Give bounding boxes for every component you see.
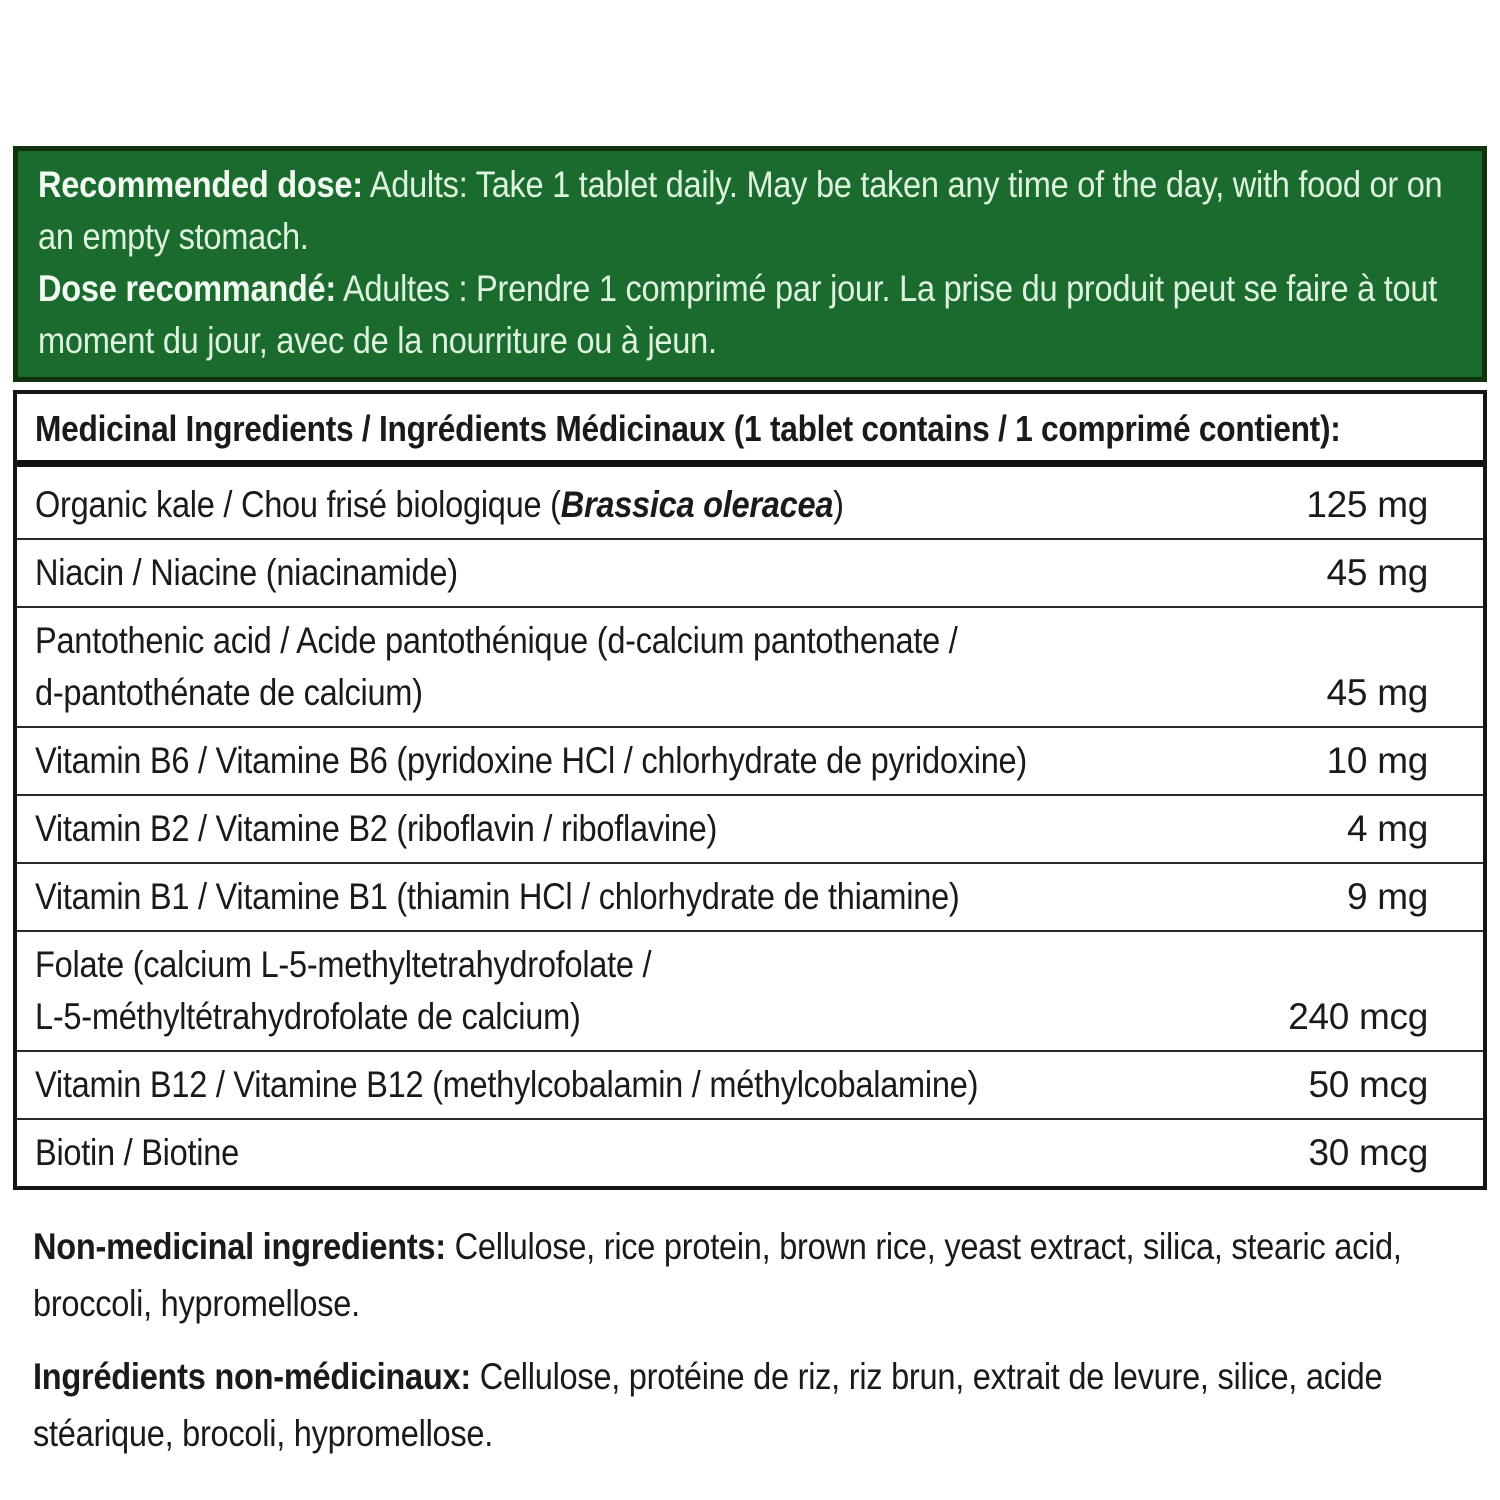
ingredient-amount: 125 mg xyxy=(1306,484,1428,525)
ingredient-amount: 9 mg xyxy=(1346,876,1428,917)
ingredient-amount: 45 mg xyxy=(1326,672,1428,713)
dose-fr-label: Dose recommandé: xyxy=(38,268,336,309)
ingredients-rows xyxy=(17,467,1483,1186)
ingredient-row xyxy=(17,1050,1483,1118)
ingredient-amount: 240 mcg xyxy=(1288,996,1428,1037)
ingredient-name: Vitamin B1 / Vitamine B1 (thiamin HCl / chlorhydrate de thiamine) xyxy=(35,876,960,917)
ingredient-row xyxy=(17,467,1483,538)
ingredient-amount: 45 mg xyxy=(1326,552,1428,593)
ingredient-name: Folate (calcium L-5-methyltetrahydrofolate / L-5-méthyltétrahydrofolate de calcium) xyxy=(35,944,652,1037)
non-medicinal-fr-paragraph xyxy=(33,1348,1480,1462)
ingredient-name: Vitamin B12 / Vitamine B12 (methylcobalamin / méthylcobalamine) xyxy=(35,1064,979,1105)
dose-box xyxy=(13,146,1487,382)
ingredient-row xyxy=(17,1118,1483,1186)
non-medicinal-fr-text: Cellulose, protéine de riz, riz brun, extrait de levure, silice, acide stéarique, brocoli, hypromellose. xyxy=(33,1356,1383,1454)
ingredient-row xyxy=(17,794,1483,862)
non-medicinal-en-text: Cellulose, rice protein, brown rice, yeast extract, silica, stearic acid, broccoli, hypromellose. xyxy=(33,1226,1402,1324)
ingredient-name: Biotin / Biotine xyxy=(35,1132,239,1173)
latin-name: Brassica oleracea xyxy=(560,484,834,525)
medicinal-ingredients-header-text: Medicinal Ingredients / Ingrédients Médicinaux (1 tablet contains / 1 comprimé contient): xyxy=(35,408,1341,449)
ingredient-row xyxy=(17,726,1483,794)
dose-en-text: Adults: Take 1 tablet daily. May be taken any time of the day, with food or on an empty stomach. xyxy=(38,164,1443,257)
ingredient-name: Niacin / Niacine (niacinamide) xyxy=(35,552,458,593)
ingredient-name: Pantothenic acid / Acide pantothénique (d-calcium pantothenate / d-pantothénate de calcium) xyxy=(35,620,958,713)
medicinal-ingredients-header xyxy=(17,394,1483,460)
ingredient-amount: 4 mg xyxy=(1346,808,1428,849)
ingredient-row xyxy=(17,606,1483,726)
ingredient-name: Organic kale / Chou frisé biologique (Brassica oleracea) xyxy=(35,484,844,525)
ingredient-row xyxy=(17,930,1483,1050)
non-medicinal-fr-label: Ingrédients non-médicinaux: xyxy=(33,1356,471,1397)
ingredient-row xyxy=(17,538,1483,606)
dose-fr-text: Adultes : Prendre 1 comprimé par jour. La prise du produit peut se faire à tout moment du jour, avec de la nourriture ou à jeun. xyxy=(38,268,1437,361)
ingredient-row xyxy=(17,862,1483,930)
ingredient-name: Vitamin B2 / Vitamine B2 (riboflavin / riboflavine) xyxy=(35,808,718,849)
ingredient-amount: 50 mcg xyxy=(1308,1064,1428,1105)
ingredient-name: Vitamin B6 / Vitamine B6 (pyridoxine HCl / chlorhydrate de pyridoxine) xyxy=(35,740,1027,781)
non-medicinal-en-paragraph xyxy=(33,1218,1480,1332)
medicinal-ingredients-table xyxy=(13,390,1487,1190)
dose-en-label: Recommended dose: xyxy=(38,164,363,205)
ingredient-amount: 10 mg xyxy=(1326,740,1428,781)
dose-fr-paragraph xyxy=(38,263,1462,367)
ingredient-amount: 30 mcg xyxy=(1308,1132,1428,1173)
header-divider xyxy=(17,460,1483,467)
dose-en-paragraph xyxy=(38,159,1462,263)
non-medicinal-en-label: Non-medicinal ingredients: xyxy=(33,1226,446,1267)
non-medicinal-section xyxy=(13,1190,1487,1462)
